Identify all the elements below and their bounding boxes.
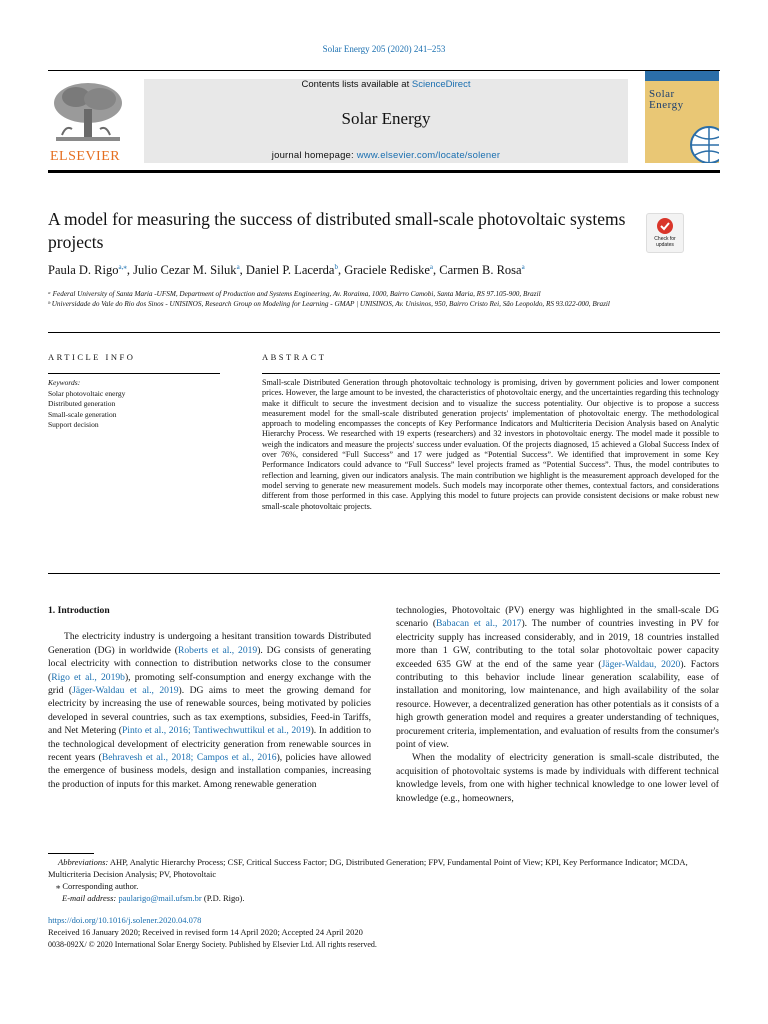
doi-link[interactable]: https://doi.org/10.1016/j.solener.2020.04.078 bbox=[48, 915, 202, 925]
email-footnote: E-mail address: paularigo@mail.ufsm.br (P.D. Rigo). bbox=[62, 893, 245, 903]
citation-pinto-tantiwechwuttikul[interactable]: Pinto et al., 2016; Tantiwechwuttikul et al., 2019 bbox=[121, 725, 311, 737]
received-dates: Received 16 January 2020; Received in revised form 14 April 2020; Accepted 24 April 2020 bbox=[48, 927, 363, 937]
homepage-link[interactable]: www.elsevier.com/locate/solener bbox=[356, 150, 501, 161]
article-info-heading: ARTICLE INFO bbox=[48, 352, 136, 362]
author-2[interactable]: Julio Cezar M. Siluk bbox=[133, 263, 237, 278]
citation-jager-waldau-2020[interactable]: Jäger-Waldau, 2020 bbox=[601, 658, 681, 670]
citation-roberts[interactable]: Roberts et al., 2019 bbox=[177, 644, 258, 656]
affiliation-a: ᵃ Federal University of Santa Maria -UFSM, Department of Production and Systems Engineering, Av. Roraima, 1000, Bairro Camobi, Santa Maria, RS 97.105-900, Brazil bbox=[48, 290, 541, 298]
footnote-rule bbox=[48, 853, 94, 854]
citation-babacan[interactable]: Babacan et al., 2017 bbox=[436, 618, 522, 630]
globe-icon bbox=[685, 123, 719, 163]
elsevier-logo bbox=[48, 79, 128, 163]
author-5[interactable]: Carmen B. Rosa bbox=[439, 263, 522, 278]
journal-masthead bbox=[144, 79, 628, 163]
author-3[interactable]: Daniel P. Lacerda bbox=[245, 263, 335, 278]
keyword-2: Distributed generation bbox=[48, 399, 116, 408]
top-rule bbox=[48, 70, 720, 71]
cover-title: Solar Energy bbox=[649, 88, 684, 111]
check-for-updates-button[interactable] bbox=[646, 213, 684, 253]
citation-rigo[interactable]: Rigo et al., 2019b bbox=[51, 671, 125, 683]
article-title: A model for measuring the success of distributed small-scale photovoltaic systems projects bbox=[48, 209, 626, 252]
affiliation-b: ᵇ Universidade do Vale do Rio dos Sinos - UNISINOS, Research Group on Modeling for Learning - GMAP | UNISINOS, Av. Unisinos, 950, Bairro Cristo Rei, São Leopoldo, RS 93.022-000, Brazil bbox=[48, 300, 610, 308]
abstract-heading: ABSTRACT bbox=[262, 352, 327, 362]
author-4[interactable]: Graciele Rediske bbox=[344, 263, 430, 278]
elsevier-wordmark: ELSEVIER bbox=[50, 149, 121, 164]
journal-homepage: journal homepage: www.elsevier.com/locate/solener bbox=[271, 150, 501, 161]
info-top-rule bbox=[48, 332, 720, 333]
keywords-label: Keywords: bbox=[48, 378, 81, 387]
masthead-rule bbox=[48, 170, 720, 173]
keywords-block bbox=[48, 378, 125, 431]
intro-paragraph-1-continued: technologies, Photovoltaic (PV) energy was highlighted in the small-scale DG scenario (Babacan et al., 2017). The number of countries investing in PV for electricity supply has increased considerably, and in 2019, 18 countries installed more than 1 GW, contributing to the total solar photovoltaic power capacity exceeded 635 GW at the end of the same year (Jäger-Waldau, 2020). Factors contributing to this behavior include linear generation scalability, ease of installation and monitoring, low maintenance, and high availability of the solar resource. However, a decentralized generation has other potentials as it consists of a high growth generation model and requires a greater understanding of techniques, procurement criteria, implementation, and evaluation of results from the consumer's point of view. bbox=[396, 605, 720, 751]
citation-behravesh-campos[interactable]: Behravesh et al., 2018; Campos et al., 2016 bbox=[101, 752, 277, 764]
contents-availability: Contents lists available at ScienceDirect bbox=[301, 79, 471, 90]
author-list: Paula D. Rigo$^{a,⁎}$, Julio Cezar M. Siluk$^a$, Daniel P. Lacerda$^b$, Graciele Rediske$^a$, Carmen B. Rosa$^a$ bbox=[48, 263, 525, 278]
intro-paragraph-2: When the modality of electricity generation is small-scale distributed, the acquisition of photovoltaic systems is made by individuals with different technical knowledge levels, from one with higher technical knowledge to one lower level of knowledge (e.g., homeowners, bbox=[396, 752, 719, 804]
copyright-notice: 0038-092X/ © 2020 International Solar Energy Society. Published by Elsevier Ltd. All rights reserved. bbox=[48, 940, 377, 949]
left-column bbox=[48, 604, 371, 791]
check-updates-icon bbox=[656, 217, 674, 237]
elsevier-tree-icon bbox=[48, 79, 128, 149]
cover-top-band bbox=[645, 71, 719, 81]
abbreviations-footnote: Abbreviations: AHP, Analytic Hierarchy Process; CSF, Critical Success Factor; DG, Distributed Generation; FPV, Fundamental Point of View; KPI, Key Performance Indicator; MCDA, Multicriteria Decision Analysis; PV, Photovoltaic bbox=[48, 857, 688, 879]
article-info-rule bbox=[48, 373, 220, 374]
journal-cover[interactable] bbox=[645, 71, 719, 163]
journal-title: Solar Energy bbox=[341, 109, 431, 128]
citation-jager-waldau-2019[interactable]: Jäger-Waldau et al., 2019 bbox=[72, 685, 179, 697]
intro-paragraph-1: The electricity industry is undergoing a hesitant transition towards Distributed Generation (DG) in worldwide (Roberts et al., 2019). DG consists of generating local electricity with connection to distribution networks close to the consumer (Rigo et al., 2019b), promoting self-consumption and energy exchange with the grid (Jäger-Waldau et al., 2019). DG aims to meet the growing demand for electricity by increasing the use of renewable sources, being motivated by policies developed in several countries, such as tax exemptions, subsidies, Feed-in Tariffs, and Net Metering (Pinto et al., 2016; Tantiwechwuttikul et al., 2019). In addition to the technological development of electricity generation from renewable sources in recent years (Behravesh et al., 2018; Campos et al., 2016), policies have allowed the emergence of business models, design and installation companies, increasing the production of inputs for this market. Among renewable generation bbox=[48, 631, 372, 790]
corresponding-author-footnote: ⁎ Corresponding author. bbox=[56, 881, 139, 891]
abstract-rule bbox=[262, 373, 720, 374]
journal-reference[interactable]: Solar Energy 205 (2020) 241–253 bbox=[322, 44, 446, 54]
email-link[interactable]: paularigo@mail.ufsm.br bbox=[118, 893, 202, 903]
keyword-1: Solar photovoltaic energy bbox=[48, 388, 126, 398]
abstract-text: Small-scale Distributed Generation through photovoltaic technology is promising, driven by government policies and lower component prices. However, the large amount to be invested, the characteristics of photovoltaic energy, and the uncertainties regarding this technology make it difficult to secure the investment decision and to visualize the success potentiality. Our objective is to propose a success measurement model for the small-scale distributed generation projects' implementation of photovoltaic energy. The methodological approach to modeling encompasses the concepts of Key Performance Indicators and Multicriteria Decision Analysis based on Analytic Hierarchy Process. We researched with 19 experts (researchers) and 32 investors in photovoltaic energy. The model made it possible to weigh the indicators and measure the projects' success under evaluation. Of the projects diagnosed, 15 achieved a Global Success Index of over 76%, considered “Full Success” and 17 were judged as “Potential Success”. We identified that improvement in some Key Performance Indicators could advance to “Full Success” level projects framed as “Potential Success”. Thus, the model contributes to reflection and learning, given our indicators analysis. The main contribution we highlight is the measurement approach developed for the model serving to generate new measurement models. Such models may incorporate other themes, contextual factors, and considerations different from those performed in this case. Applying this model to future projects can provide consistent decisions or make robust new small-scale photovoltaic projects. bbox=[262, 378, 719, 511]
section-heading-introduction: 1. Introduction bbox=[48, 605, 110, 616]
author-1[interactable]: Paula D. Rigo bbox=[48, 263, 119, 278]
sciencedirect-link[interactable]: ScienceDirect bbox=[411, 79, 471, 90]
check-updates-label: Check for updates bbox=[654, 236, 676, 248]
keyword-3: Small-scale generation bbox=[48, 409, 117, 419]
abstract-bottom-rule bbox=[48, 573, 720, 574]
keyword-4: Support decision bbox=[48, 420, 99, 429]
right-column bbox=[396, 604, 719, 805]
